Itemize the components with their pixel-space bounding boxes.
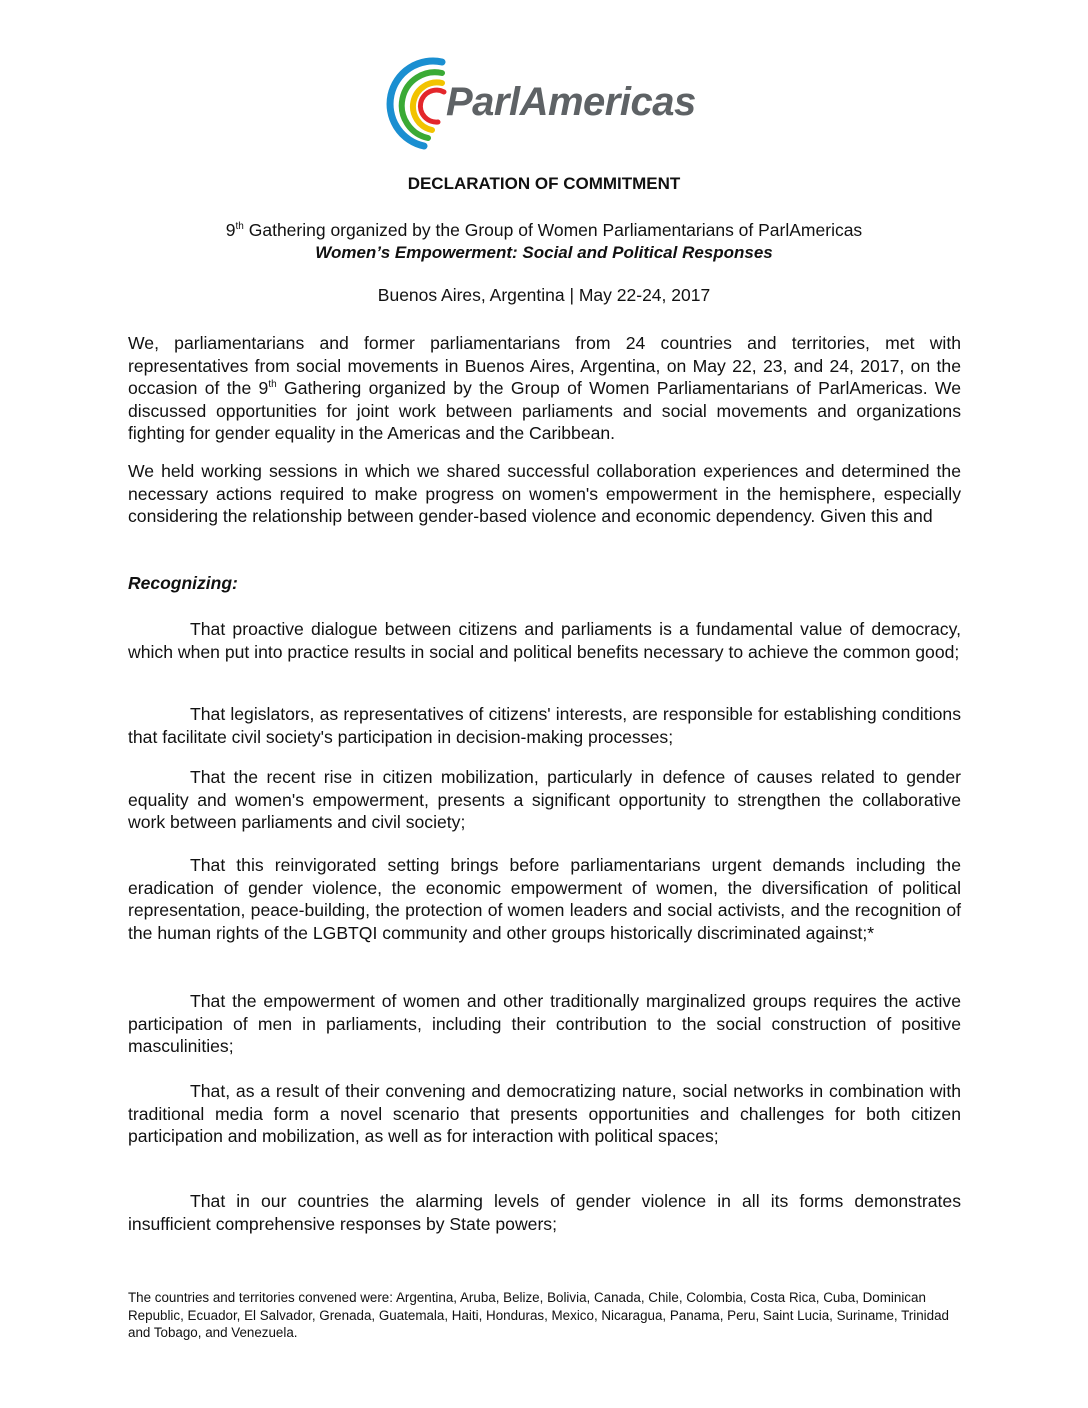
footnote: The countries and territories convened were: Argentina, Aruba, Belize, Bolivia, Canada, Chile, Colombia, Costa Rica, Cuba, Dominican Republic, Ecuador, El Salvador, Grenada, Guatemala, Haiti, Honduras, Mexico, Nicaragua, Panama, Peru, Saint Lucia, Suriname, Trinidad and Tobago, and Venezuela. xyxy=(128,1290,949,1340)
gathering-ordinal-suffix: th xyxy=(235,221,244,232)
parlamericas-logo xyxy=(372,56,732,152)
gathering-text: Gathering organized by the Group of Women Parliamentarians of ParlAmericas xyxy=(243,220,863,240)
clause-1: That proactive dialogue between citizens and parliaments is a fundamental value of democracy, which when put into practice results in social and political benefits necessary to achieve the common good; xyxy=(128,619,961,662)
clause-5: That the empowerment of women and other traditionally marginalized groups requires the active participation of men in parliaments, including their contribution to the social construction of positive masculinities; xyxy=(128,991,961,1056)
intro-paragraph-2: We held working sessions in which we shared successful collaboration experiences and determined the necessary actions required to make progress on women's empowerment in the hemisphere, especially considering the relationship between gender-based violence and economic dependency. Given this and xyxy=(128,461,961,526)
clause-3: That the recent rise in citizen mobilization, particularly in defence of causes related to gender equality and women's empowerment, presents a significant opportunity to strengthen the collaborative work between parliaments and civil society; xyxy=(128,767,961,832)
intro-p1-sup: th xyxy=(268,379,277,390)
recognizing-heading: Recognizing: xyxy=(128,573,238,593)
clause-4: That this reinvigorated setting brings before parliamentarians urgent demands including the eradication of gender violence, the economic empowerment of women, the diversification of political representation, peace-building, the protection of women leaders and social activists, and the recognition of the human rights of the LGBTQI community and other groups historically discriminated against;* xyxy=(128,855,961,943)
place-and-date: Buenos Aires, Argentina | May 22-24, 2017 xyxy=(377,285,711,305)
gathering-ordinal: 9 xyxy=(225,220,236,240)
clause-2: That legislators, as representatives of citizens' interests, are responsible for establishing conditions that facilitate civil society's participation in decision-making processes; xyxy=(128,704,961,747)
intro-p1-text-a: We, parliamentarians and former parliamentarians from 24 countries and territories, met with representatives from social movements in Buenos Aires, Argentina, on May 22, 23, and 24, 2017, on the occasion of the 9 xyxy=(128,333,961,398)
subtitle: Women’s Empowerment: Social and Political Responses xyxy=(315,243,773,262)
logo-wordmark: ParlAmericas xyxy=(446,80,696,124)
logo-arcs-icon xyxy=(372,56,452,152)
clause-6: That, as a result of their convening and democratizing nature, social networks in combination with traditional media form a novel scenario that presents opportunities and challenges for both citizen participation and mobilization, as well as for interaction with political spaces; xyxy=(128,1081,961,1146)
page-title: DECLARATION OF COMMITMENT xyxy=(407,174,681,193)
intro-paragraph-1 xyxy=(128,332,961,445)
clause-7: That in our countries the alarming levels of gender violence in all its forms demonstrates insufficient comprehensive responses by State powers; xyxy=(128,1191,961,1234)
gathering-line xyxy=(0,220,1088,241)
intro-p1-text-b: Gathering organized by the Group of Women Parliamentarians of ParlAmericas. We discussed opportunities for joint work between parliaments and social movements and organizations fighting for gender equality in the Americas and the Caribbean. xyxy=(128,378,961,443)
